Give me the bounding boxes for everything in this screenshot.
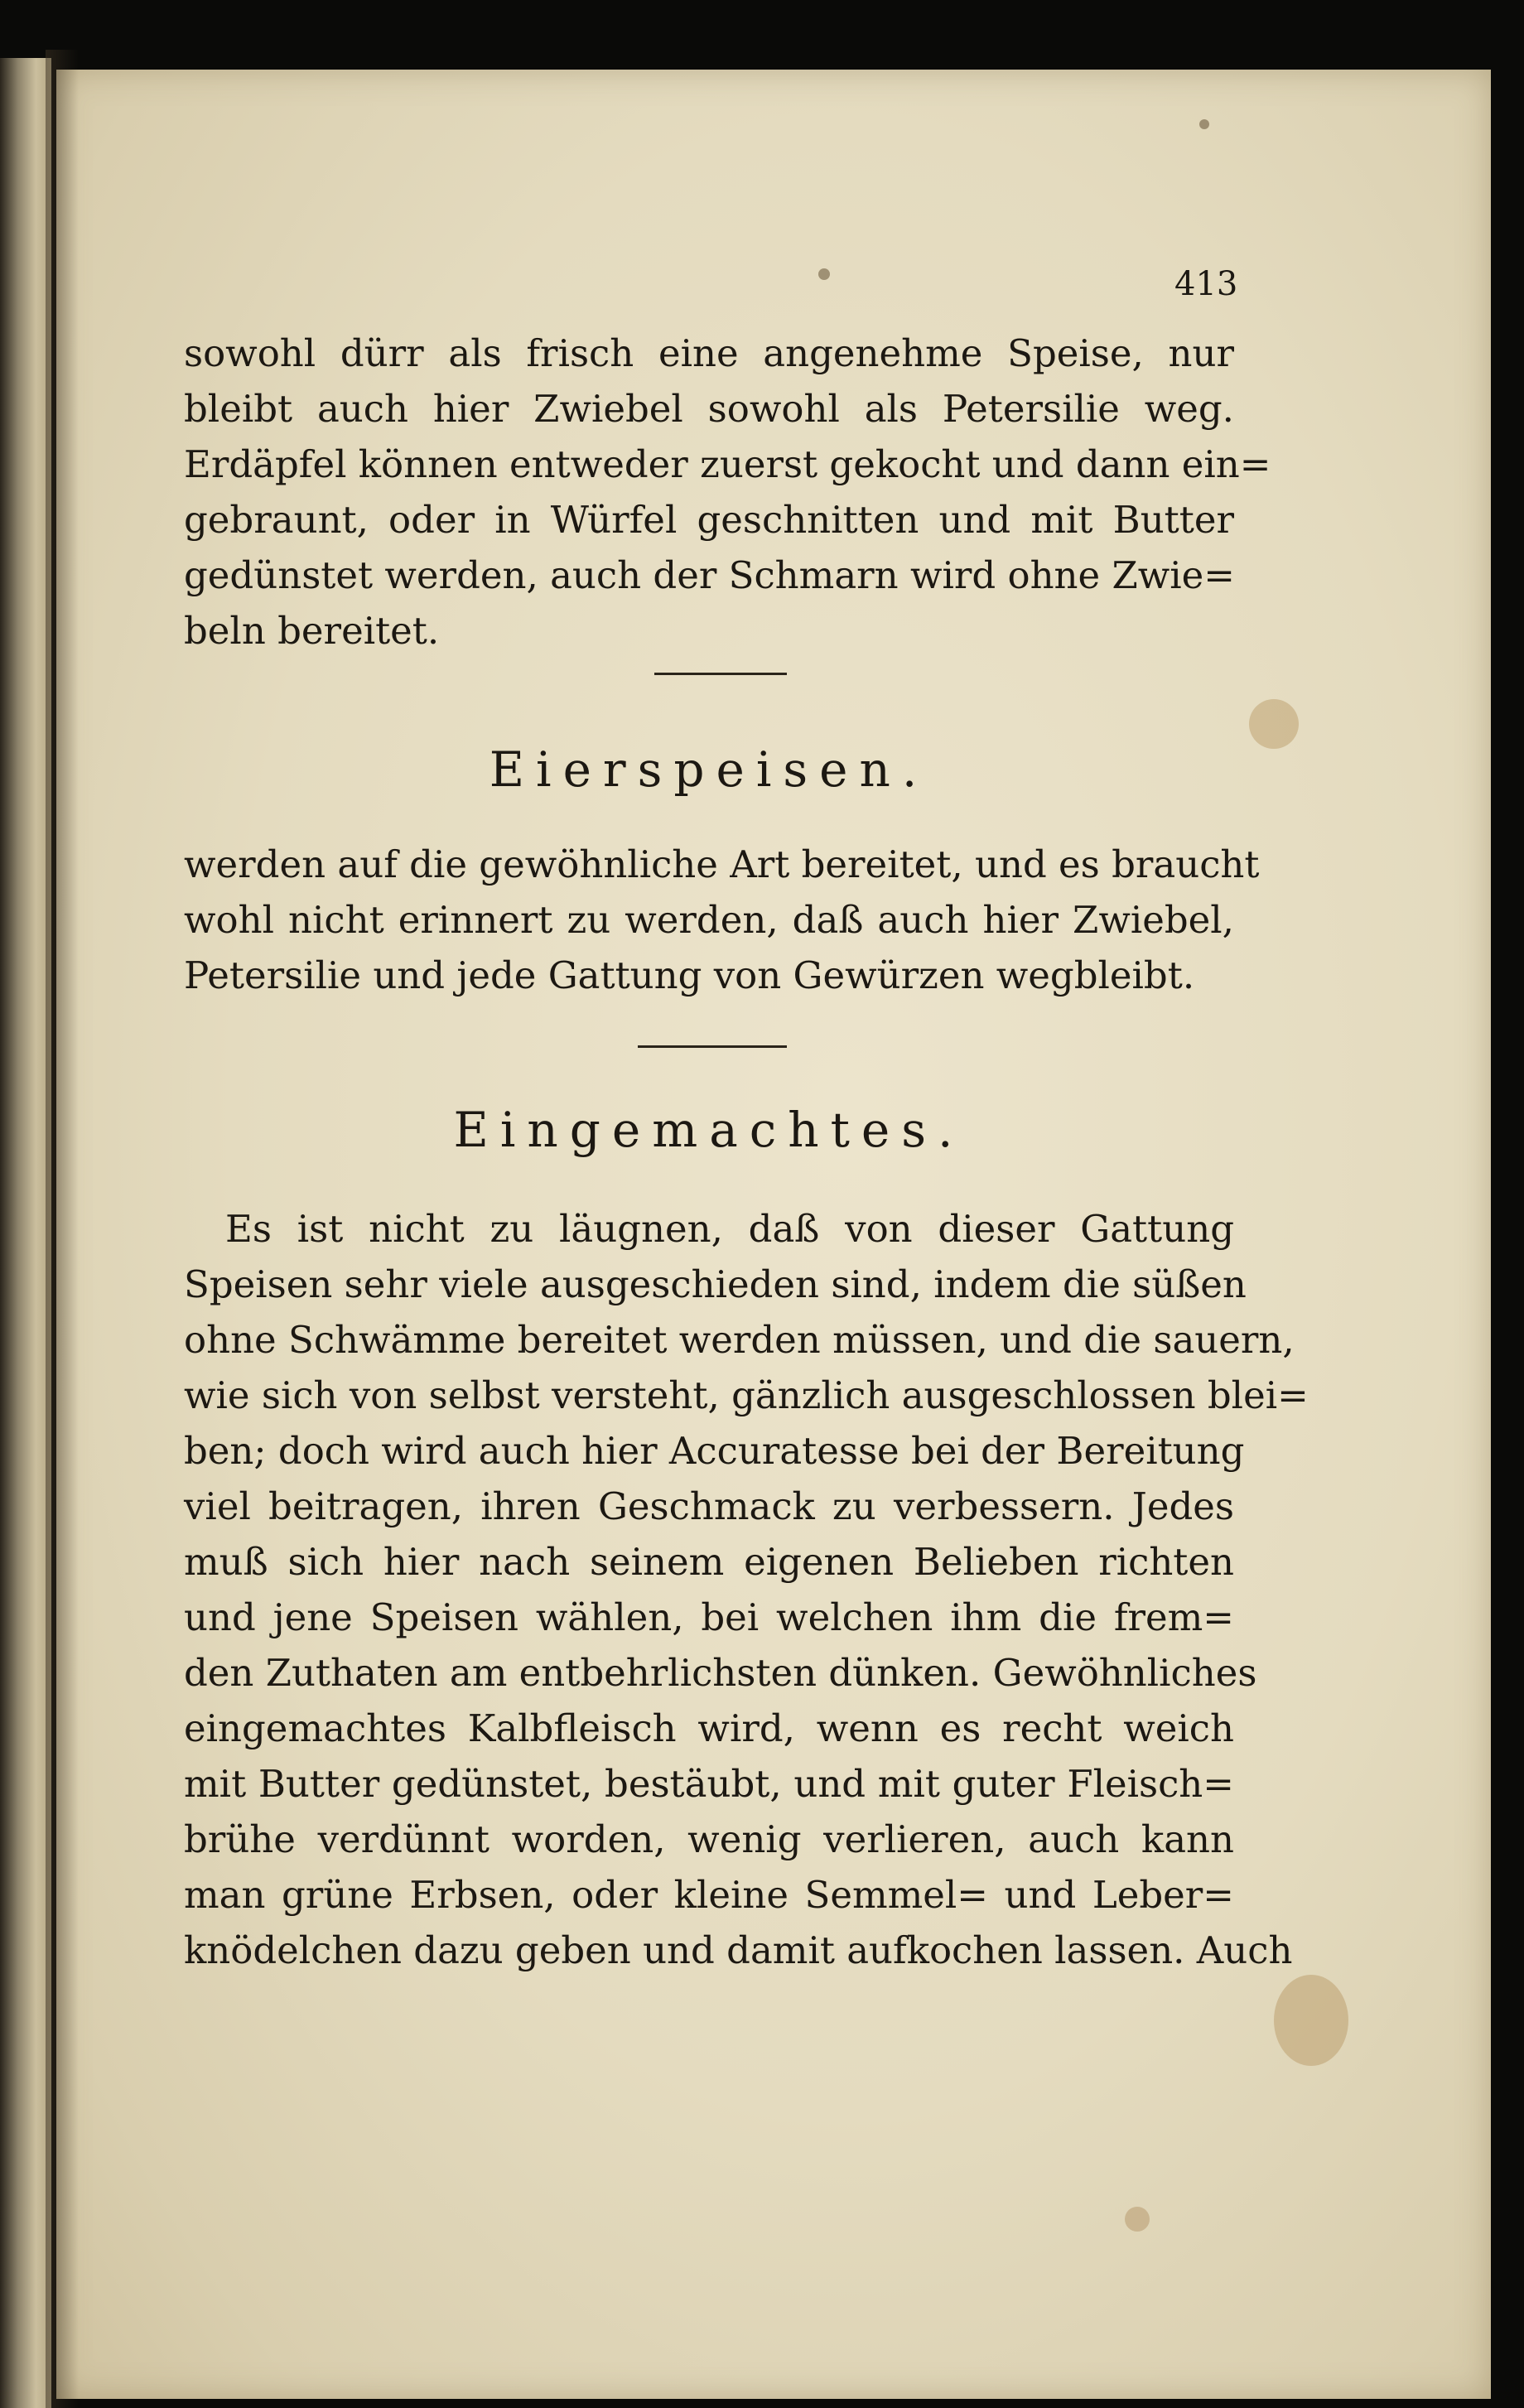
text-line: mit Butter gedünstet, bestäubt, und mit guter Fleisch= bbox=[184, 1762, 1234, 1806]
eingemachtes-paragraph bbox=[184, 1201, 1309, 1978]
text-line: ohne Schwämme bereitet werden müssen, und die sauern, bbox=[184, 1318, 1295, 1362]
stain bbox=[1125, 2207, 1150, 2232]
stain bbox=[1249, 699, 1299, 749]
text-line: ben; doch wird auch hier Accuratesse bei der Bereitung bbox=[184, 1429, 1245, 1473]
text-line: den Zuthaten am entbehrlichsten dünken. Gewöhnliches bbox=[184, 1651, 1257, 1695]
page-number: 413 bbox=[1174, 265, 1238, 303]
previous-page-edge bbox=[0, 58, 51, 2408]
text-line: man grüne Erbsen, oder kleine Semmel= und Leber= bbox=[184, 1873, 1234, 1917]
text-line: gedünstet werden, auch der Schmarn wird ohne Zwie= bbox=[184, 553, 1235, 597]
text-line: werden auf die gewöhnliche Art bereitet, und es braucht bbox=[184, 842, 1260, 886]
text-line: Petersilie und jede Gattung von Gewürzen wegbleibt. bbox=[184, 953, 1195, 997]
text-line: muß sich hier nach seinem eigenen Belieben richten bbox=[184, 1540, 1234, 1584]
text-line: und jene Speisen wählen, bei welchen ihm die frem= bbox=[184, 1595, 1234, 1639]
text-line: eingemachtes Kalbfleisch wird, wenn es recht weich bbox=[184, 1706, 1234, 1750]
stain bbox=[818, 268, 830, 280]
stain bbox=[1274, 1975, 1348, 2066]
stain bbox=[1199, 119, 1209, 129]
section-divider bbox=[638, 1045, 787, 1048]
section-divider bbox=[654, 673, 787, 675]
text-line: knödelchen dazu geben und damit aufkochen lassen. Auch bbox=[184, 1928, 1293, 1972]
text-line: wohl nicht erinnert zu werden, daß auch hier Zwiebel, bbox=[184, 898, 1234, 942]
continuation-paragraph bbox=[184, 326, 1271, 659]
text-line: viel beitragen, ihren Geschmack zu verbessern. Jedes bbox=[184, 1484, 1234, 1528]
eierspeisen-paragraph bbox=[184, 837, 1260, 1003]
section-heading-eingemachtes: Eingemachtes. bbox=[453, 1102, 965, 1158]
text-line: Erdäpfel können entweder zuerst gekocht und dann ein= bbox=[184, 442, 1271, 486]
text-line: gebraunt, oder in Würfel geschnitten und mit Butter bbox=[184, 498, 1234, 542]
text-line: brühe verdünnt worden, wenig verlieren, auch kann bbox=[184, 1817, 1234, 1861]
text-line: Speisen sehr viele ausgeschieden sind, indem die süßen bbox=[184, 1262, 1247, 1306]
text-line: sowohl dürr als frisch eine angenehme Speise, nur bbox=[184, 331, 1234, 375]
text-line: wie sich von selbst versteht, gänzlich ausgeschlossen blei= bbox=[184, 1373, 1309, 1417]
text-line: beln bereitet. bbox=[184, 609, 440, 653]
text-line: Es ist nicht zu läugnen, daß von dieser Gattung bbox=[225, 1207, 1234, 1251]
section-heading-eierspeisen: Eierspeisen. bbox=[489, 741, 929, 798]
binding-shadow bbox=[46, 50, 79, 2408]
text-line: bleibt auch hier Zwiebel sowohl als Petersilie weg. bbox=[184, 387, 1234, 431]
